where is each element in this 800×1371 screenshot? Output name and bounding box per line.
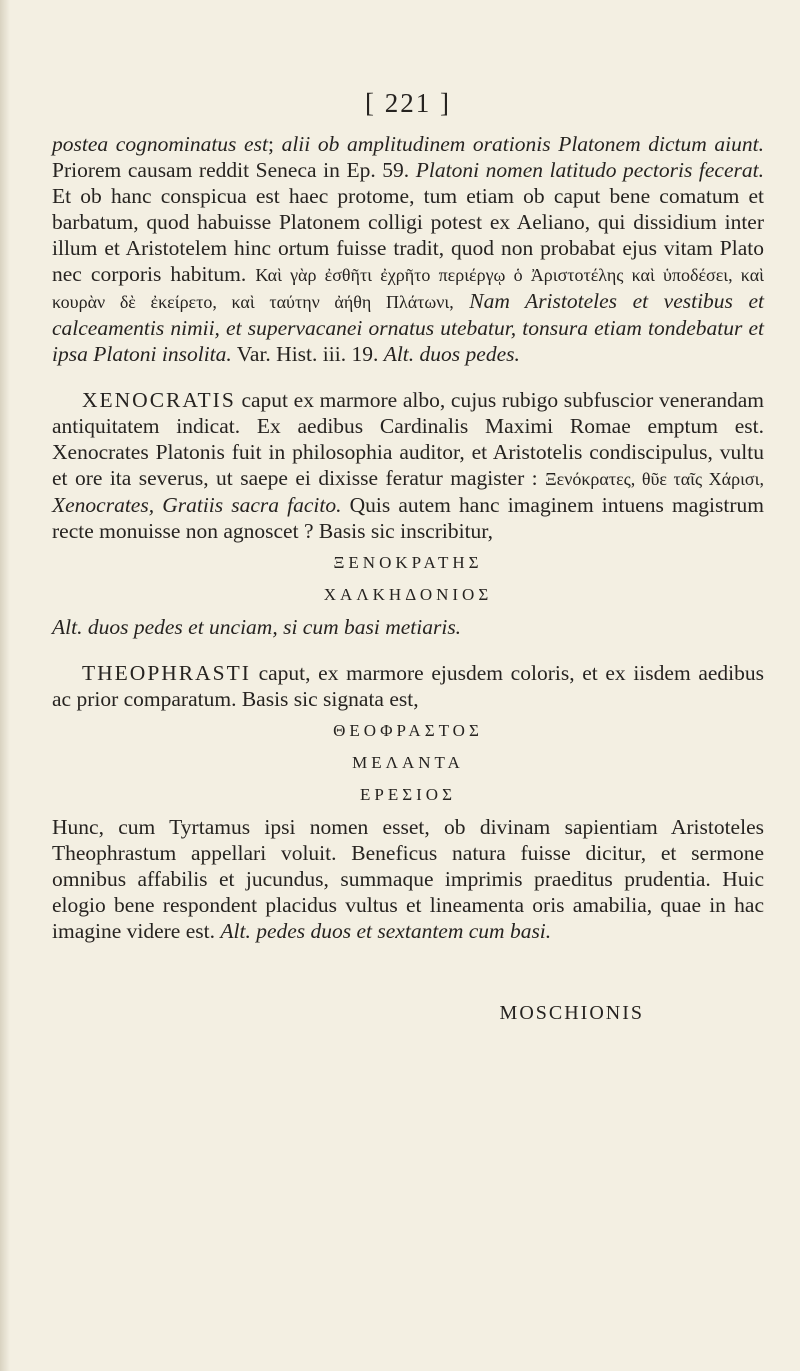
text: Priorem causam reddit Seneca in Ep. 59. — [52, 158, 416, 182]
text: caput, ex marmore ejusdem coloris, et ex iisdem aedibus ac prior comparatum. Basis sic signata est, — [52, 661, 764, 711]
page-edge — [0, 0, 10, 1371]
italic-text: postea cognominatus est — [52, 132, 268, 156]
text: Quis autem hanc imaginem intuens magistrum recte monuisse non agnoscet ? Basis sic inscribitur, — [52, 493, 764, 543]
measurement: Alt. duos pedes et unciam, si cum basi metiaris. — [52, 615, 462, 639]
text: Hunc, cum Tyrtamus ipsi nomen esset, ob divinam sapientiam Aristoteles Theophrastum appellari voluit. Beneficus natura fuisse dicitur, et sermone omnibus affabilis et jucundus, summaque imprimis praeditus prudentia. Huic elogio bene respondent placidus vultus et lineamenta oris amabilia, quae in hac imagine videre est. — [52, 815, 764, 943]
italic-text: Xenocrates, Gratiis sacra facito. — [52, 493, 342, 517]
greek-quote: Καὶ γὰρ ἐσθῆτι ἐχρῆτο περιέργῳ ὁ Ἀριστοτέλης καὶ ὑποδέσει, καὶ κουρὰν δὲ ἐκείρετο, καὶ ταύτην ἀήθη Πλάτωνι, — [52, 265, 764, 312]
inscription-line: ΘΕΟΦΡΑΣΤΟΣ — [333, 721, 483, 740]
text: caput ex marmore albo, cujus rubigo subfuscior venerandam antiquitatem indicat. Ex aedibus Cardinalis Maximi Romae emptum est. Xenocrates Platonis fuit in philosophia auditor, et Aristotelis condiscipulus, vultu et ore ita severus, ut saepe ei dixisse feratur magister : — [52, 388, 764, 490]
italic-text: Platoni nomen latitudo pectoris fecerat. — [415, 158, 764, 182]
inscription-line: ΧΑΛΚΗΔΟΝΙΟΣ — [323, 585, 493, 604]
heading-name: XENOCRATIS — [82, 388, 236, 412]
paragraph-theophrastus — [52, 660, 764, 712]
heading-name: THEOPHRASTI — [82, 661, 251, 685]
italic-text: alii ob amplitudinem orationis Platonem dictum aiunt. — [281, 132, 764, 156]
paragraph-xenocrates — [52, 387, 764, 544]
inscription-line: ΕΡΕΣΙΟΣ — [360, 785, 456, 804]
measurement: Alt. pedes duos et sextantem cum basi. — [220, 919, 552, 943]
page-number: [ 221 ] — [365, 88, 451, 118]
italic-text: Nam Aristoteles et vestibus et calceamentis nimii, et supervacanei ornatus utebatur, tonsura etiam tondebatur et ipsa Platoni insolita. — [52, 289, 764, 366]
text: Et ob hanc conspicua est haec protome, tum etiam ob caput bene comatum et barbatum, quod habuisse Platonem colligi potest ex Aeliano, qui dissidium inter illum et Aristotelem hinc ortum fuisse tradit, quod non probabat ejus vitam Plato nec corporis habitum. — [52, 184, 764, 286]
catchword: MOSCHIONIS — [499, 1002, 644, 1024]
inscription-line: ΜΕΛΑΝΤΑ — [352, 753, 464, 772]
text: ; — [267, 132, 282, 156]
paragraph-theophrastus-2 — [52, 814, 764, 944]
measurement: Alt. duos pedes. — [383, 342, 520, 366]
inscription-line: ΞΕΝΟΚΡΑΤΗΣ — [333, 553, 483, 572]
text: Var. Hist. iii. 19. — [231, 342, 384, 366]
greek-quote: Ξενόκρατες, θῦε ταῖς Χάρισι, — [545, 469, 764, 489]
paragraph-plato — [52, 131, 764, 367]
